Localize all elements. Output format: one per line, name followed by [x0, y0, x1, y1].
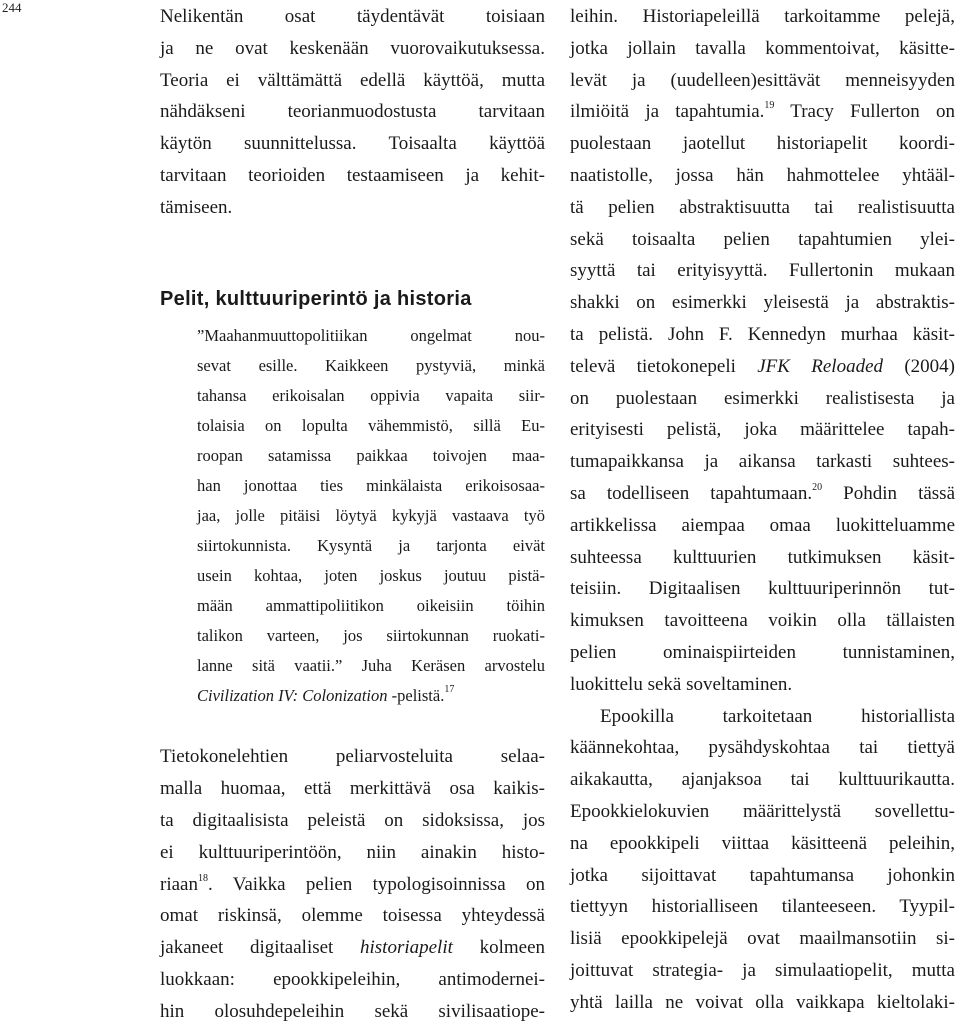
- text-segment: Pohdin tässä: [822, 482, 955, 504]
- text-line: suhteessa kulttuurien tutkimuksen käsit-: [570, 546, 955, 568]
- text-line: [570, 351, 955, 383]
- text-segment: sa todelliseen tapahtumaan.: [570, 482, 813, 504]
- text-segment: televä tietokonepeli: [570, 355, 758, 377]
- quote-line: roopan satamissa paikkaa toivojen maa-: [197, 446, 545, 466]
- section-heading: Pelit, kulttuuriperintö ja historia: [160, 287, 472, 310]
- text-segment: Tracy Fullerton on: [774, 101, 956, 123]
- text-line: leihin. Historiapeleillä tarkoitamme pelejä,: [570, 6, 955, 27]
- text-line: on puolestaan esimerkki realistisesta ja: [570, 387, 955, 409]
- text-line: ta digitaalisista peleistä on sidoksissa, jos: [160, 809, 545, 831]
- text-line: luokkaan: epookkipeleihin, antimodernei-: [160, 968, 545, 990]
- text-line: sekä toisaalta pelien tapahtumien ylei-: [570, 228, 955, 250]
- quote-line: siirtokunnista. Kysyntä ja tarjonta eivät: [197, 536, 545, 556]
- text-line: tiettyyn historialliseen tilanteeseen. Tyypil-: [570, 896, 955, 918]
- quote-line: [197, 681, 545, 711]
- text-line: kimuksen tavoitteena voikin olla tällaisten: [570, 610, 955, 632]
- text-line: naatistolle, jossa hän hahmottelee yhtääl-: [570, 164, 955, 186]
- text-line: tumapaikkansa ja aikansa tarkasti suhtees-: [570, 451, 955, 473]
- text-line: puolestaan jaotellut historiapelit koordi-: [570, 133, 955, 155]
- text-segment: . Vaikka pelien typologisoinnissa on: [207, 873, 545, 895]
- quote-line: tolaisia on lopulta vähemmistö, sillä Eu-: [197, 416, 545, 436]
- paragraph-body: [160, 741, 545, 1027]
- text-line: Epookkielokuvien määrittelystä sovellettu-: [570, 800, 955, 822]
- text-line: syyttä tai erityisyyttä. Fullertonin mukaan: [570, 260, 955, 282]
- text-line: [570, 478, 955, 510]
- footnote-ref: 18: [197, 872, 208, 884]
- text-segment: jakaneet digitaaliset: [160, 937, 360, 959]
- text-line: Epookilla tarkoitetaan historiallista: [600, 705, 955, 727]
- text-line: pelien ominaispiirteiden tunnistaminen,: [570, 641, 955, 663]
- text-line: jotka sijoittavat tapahtumansa johonkin: [570, 864, 955, 886]
- page-number: 244: [2, 0, 22, 15]
- footnote-ref: 20: [812, 481, 823, 493]
- text-line: [570, 96, 955, 128]
- text-line: ja ne ovat keskenään vuorovaikutuksessa.: [160, 37, 545, 59]
- quote-line: han jonottaa ties minkälaista erikoisosaa-: [197, 476, 545, 496]
- text-line: tarvitaan teorioiden testaamiseen ja kehit-: [160, 164, 545, 186]
- text-line: levät ja (uudelleen)esittävät menneisyyden: [570, 69, 955, 91]
- text-line: ta pelistä. John F. Kennedyn murhaa käsit-: [570, 323, 955, 345]
- footnote-ref: 17: [444, 684, 455, 696]
- quote-tail: -pelistä.: [387, 686, 445, 706]
- text-line: lisiä epookkipelejä ovat maailmansotiin si-: [570, 928, 955, 950]
- text-line: aikakautta, ajanjaksoa tai kulttuurikautta.: [570, 769, 955, 791]
- text-line: tämiseen.: [160, 196, 233, 218]
- text-line: teisiin. Digitaalisen kulttuuriperinnön tut-: [570, 578, 955, 600]
- text-line: käännekohtaa, pysähdyskohtaa tai tiettyä: [570, 737, 955, 759]
- text-line: hin olosuhdepeleihin sekä sivilisaatiope-: [160, 1000, 545, 1022]
- paragraph-gap: [160, 711, 545, 741]
- text-line: käytön suunnittelussa. Toisaalta käyttöä: [160, 133, 545, 155]
- left-column: [160, 1, 545, 1028]
- text-line: malla huomaa, että merkittävä osa kaikis-: [160, 778, 545, 800]
- quote-line: mään ammattipoliitikon oikeisiin töihin: [197, 596, 545, 616]
- paragraph-intro: [160, 1, 545, 224]
- text-line: shakki on esimerkki yleisestä ja abstraktis-: [570, 292, 955, 314]
- game-title: Civilization IV: Colonization: [197, 686, 388, 706]
- text-segment: kolmeen: [452, 937, 545, 959]
- text-line: jotka jollain tavalla kommentoivat, käsitte-: [570, 37, 955, 59]
- text-line: erityisesti pelistä, joka määrittelee tapah-: [570, 419, 955, 441]
- text-line: nähdäkseni teorianmuodostusta tarvitaan: [160, 101, 545, 123]
- quote-line: sevat esille. Kaikkeen pystyviä, minkä: [197, 356, 545, 376]
- text-segment: (2004): [883, 355, 955, 377]
- quote-line: usein kohtaa, joten joskus joutuu pistä-: [197, 566, 545, 586]
- paragraph-body: [570, 1, 955, 701]
- text-line: omat riskinsä, olemme toisessa yhteydessä: [160, 905, 545, 927]
- text-line: tä pelien abstraktisuutta tai realistisuutta: [570, 196, 955, 218]
- text-line: Tietokonelehtien peliarvosteluita selaa-: [160, 746, 545, 768]
- text-line: yhtä lailla ne voivat olla vaikkapa kieltolaki-: [570, 991, 955, 1013]
- text-line: [160, 932, 545, 964]
- text-line: artikkelissa aiempaa omaa luokitteluamme: [570, 514, 955, 536]
- quote-line: talikon varteen, jos siirtokunnan ruokati-: [197, 626, 545, 646]
- text-segment: riaan: [160, 873, 198, 895]
- game-title: JFK Reloaded: [757, 355, 884, 377]
- text-line: Nelikentän osat täydentävät toisiaan: [160, 6, 545, 27]
- text-line: [160, 869, 545, 901]
- quote-line: ”Maahanmuuttopolitiikan ongelmat nou-: [197, 326, 545, 346]
- paragraph-body: [570, 701, 955, 1019]
- text-line: na epookkipeli viittaa käsitteenä peleihin,: [570, 832, 955, 854]
- block-quote: [197, 321, 545, 711]
- text-line: joittuvat strategia- ja simulaatiopelit, mutta: [570, 959, 955, 981]
- text-line: ei kulttuuriperintöön, niin ainakin histo-: [160, 841, 545, 863]
- footnote-ref: 19: [764, 100, 775, 112]
- quote-line: lanne sitä vaatii.” Juha Keräsen arvostelu: [197, 656, 545, 676]
- text-line: Teoria ei välttämättä edellä käyttöä, mutta: [160, 69, 545, 91]
- quote-line: jaa, jolle pitäisi löytyä kykyjä vastaava työ: [197, 506, 545, 526]
- text-line: luokittelu sekä soveltaminen.: [570, 673, 793, 695]
- text-segment: ilmiöitä ja tapahtumia.: [570, 101, 765, 123]
- quote-line: tahansa erikoisalan oppivia vapaita siir-: [197, 386, 545, 406]
- italic-term: historiapelit: [360, 937, 453, 959]
- right-column: [570, 1, 955, 1019]
